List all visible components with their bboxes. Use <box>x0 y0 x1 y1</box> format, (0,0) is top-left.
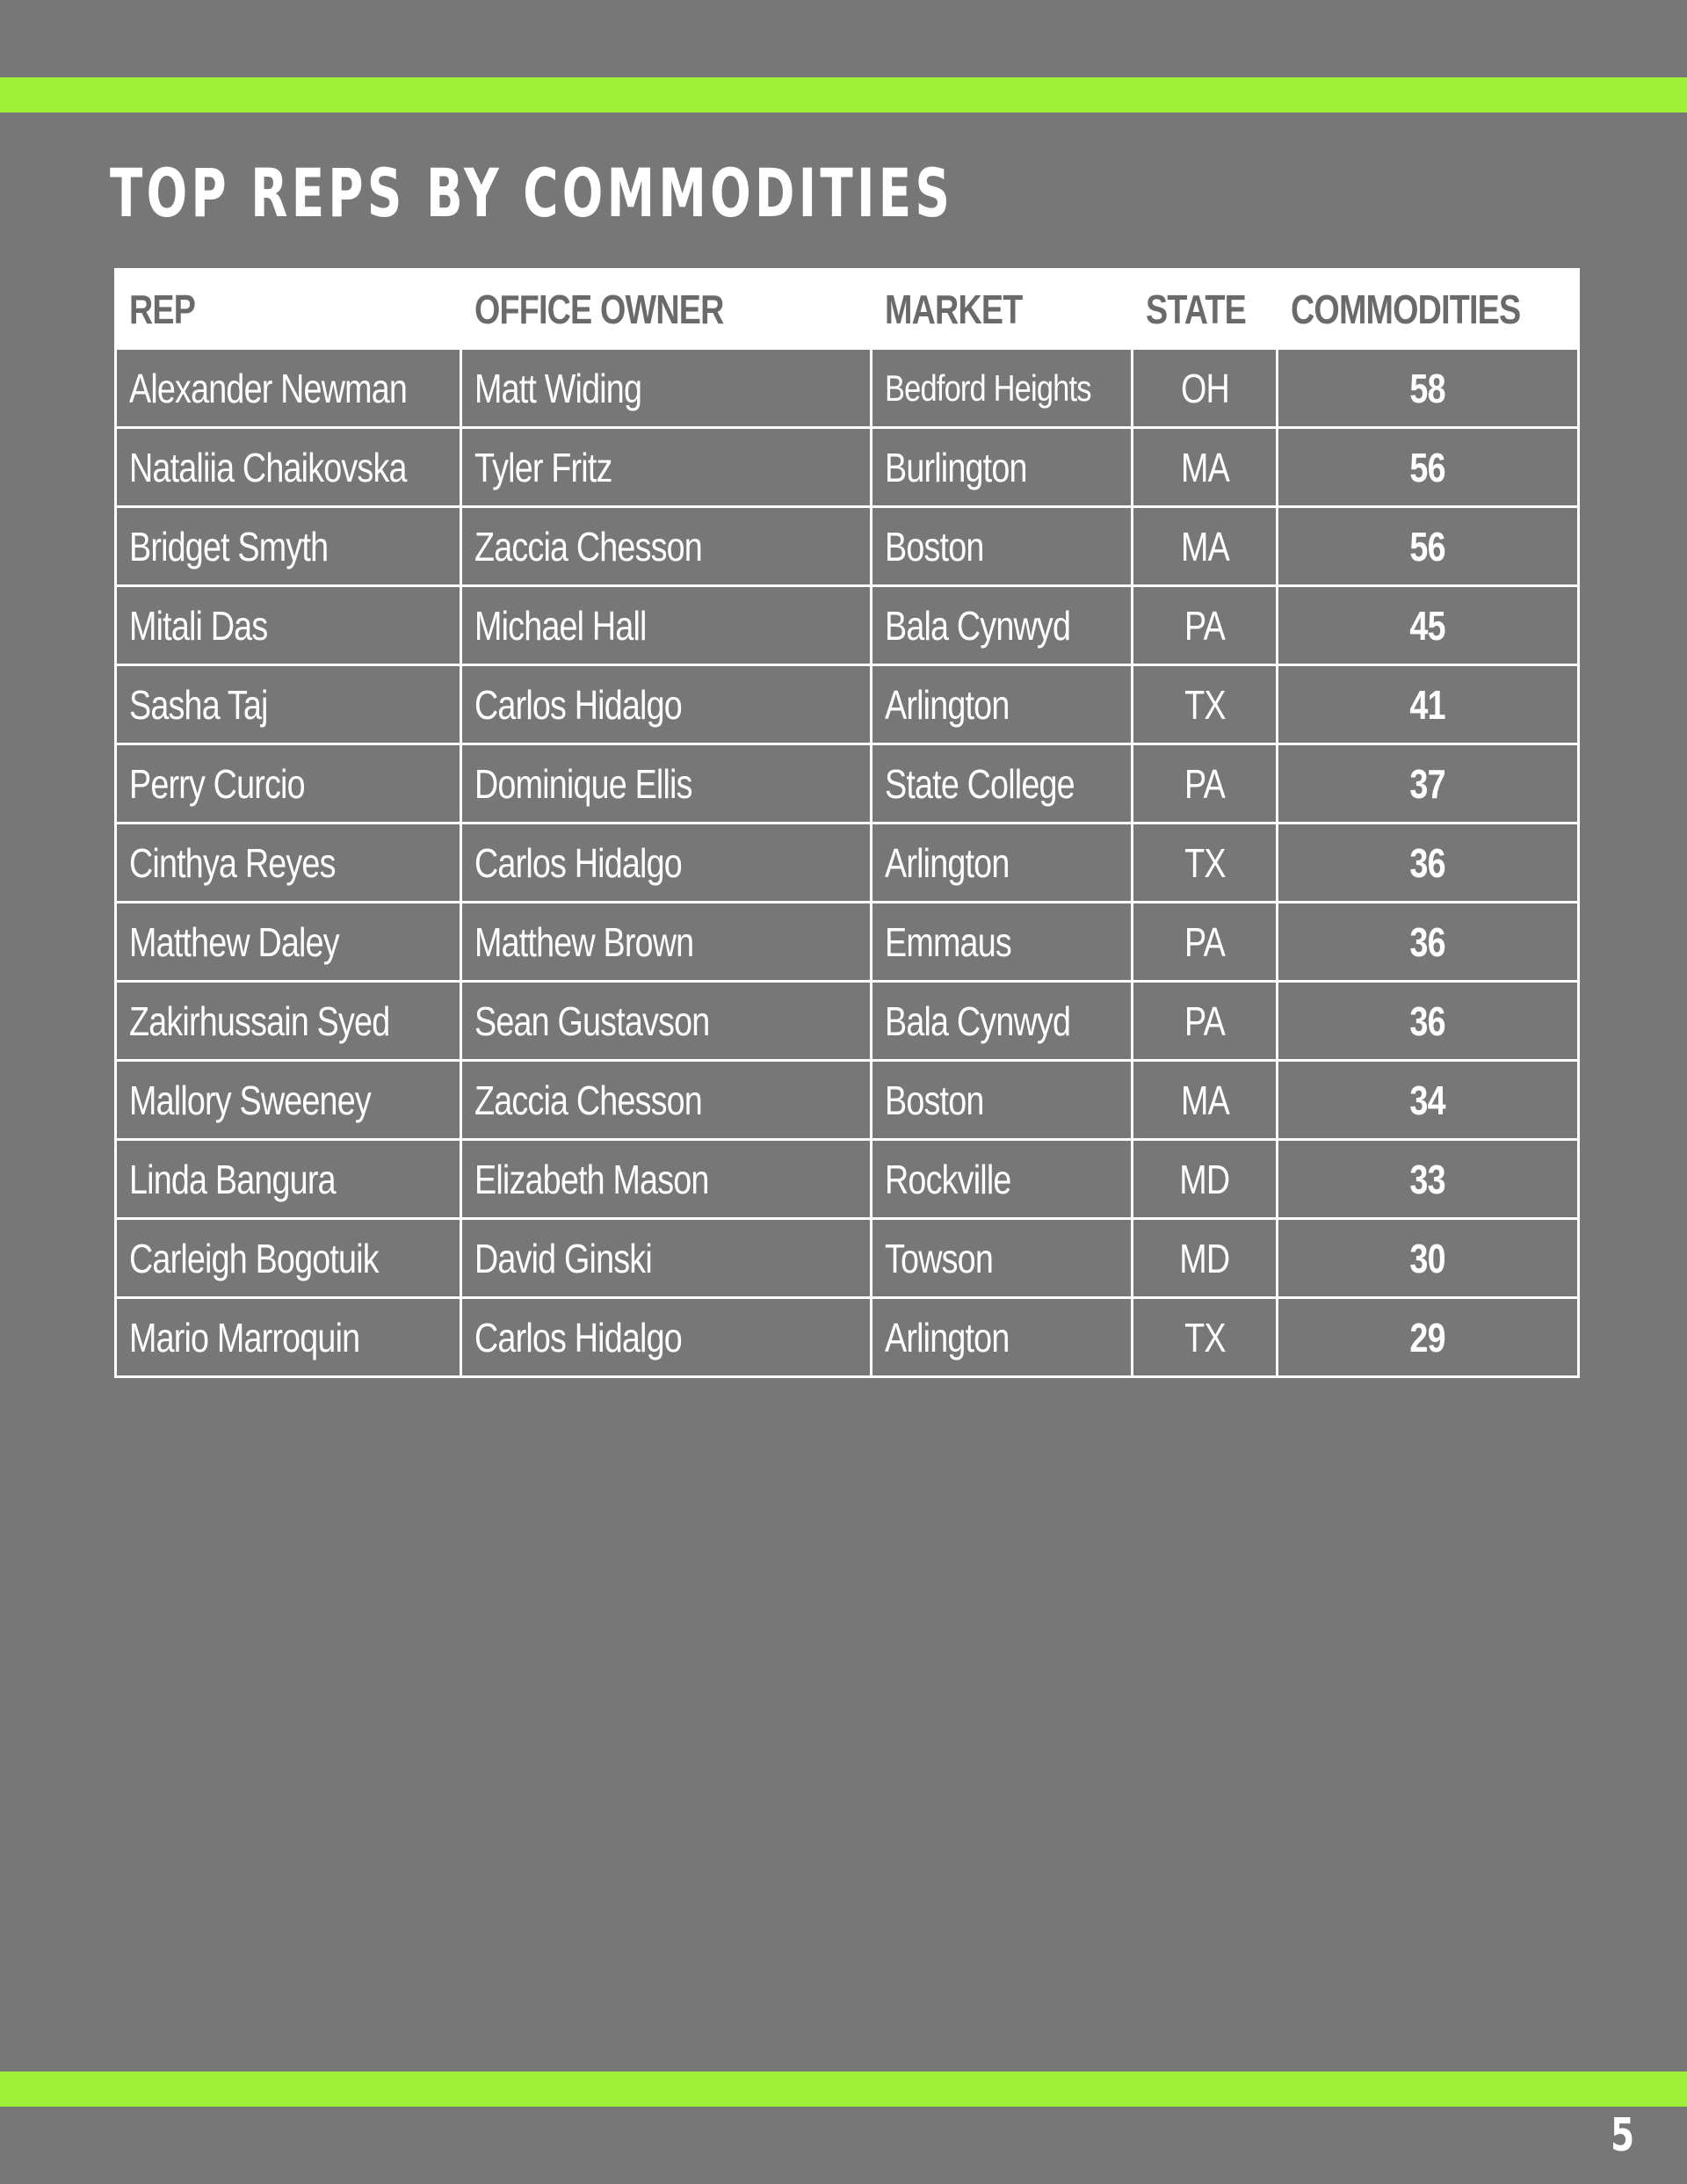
office-owner-cell: Matthew Brown <box>461 903 872 982</box>
market-cell: Bala Cynwyd <box>872 586 1133 665</box>
rep-cell: Bridget Smyth <box>116 507 461 586</box>
office-owner-cell: Matt Widing <box>461 349 872 428</box>
column-header-office-owner: OFFICE OWNER <box>461 270 872 349</box>
office-owner-cell: David Ginski <box>461 1219 872 1298</box>
market-cell: Boston <box>872 507 1133 586</box>
table-row <box>116 665 1579 744</box>
market-cell: Towson <box>872 1219 1133 1298</box>
rep-cell: Cinthya Reyes <box>116 824 461 903</box>
office-owner-cell: Tyler Fritz <box>461 428 872 507</box>
rep-cell: Sasha Taj <box>116 665 461 744</box>
office-owner-cell: Zaccia Chesson <box>461 507 872 586</box>
commodities-cell: 56 <box>1278 428 1579 507</box>
commodities-cell: 29 <box>1278 1298 1579 1377</box>
commodities-cell: 36 <box>1278 824 1579 903</box>
state-cell: PA <box>1133 586 1278 665</box>
office-owner-cell: Zaccia Chesson <box>461 1061 872 1140</box>
state-cell: MA <box>1133 507 1278 586</box>
commodities-cell: 56 <box>1278 507 1579 586</box>
page-title: TOP REPS BY COMMODITIES <box>110 154 954 232</box>
top-accent-bar <box>0 77 1687 112</box>
table-row <box>116 982 1579 1061</box>
commodities-cell: 41 <box>1278 665 1579 744</box>
rep-cell: Mitali Das <box>116 586 461 665</box>
table-row <box>116 903 1579 982</box>
market-cell: Bedford Heights <box>872 349 1133 428</box>
rep-cell: Mallory Sweeney <box>116 1061 461 1140</box>
office-owner-cell: Carlos Hidalgo <box>461 1298 872 1377</box>
rep-cell: Carleigh Bogotuik <box>116 1219 461 1298</box>
state-cell: OH <box>1133 349 1278 428</box>
rep-cell: Zakirhussain Syed <box>116 982 461 1061</box>
column-header-market: MARKET <box>872 270 1133 349</box>
market-cell: Burlington <box>872 428 1133 507</box>
table-body <box>116 349 1579 1377</box>
office-owner-cell: Elizabeth Mason <box>461 1140 872 1219</box>
market-cell: Rockville <box>872 1140 1133 1219</box>
state-cell: TX <box>1133 824 1278 903</box>
rep-cell: Perry Curcio <box>116 744 461 824</box>
state-cell: MA <box>1133 428 1278 507</box>
table-row <box>116 1298 1579 1377</box>
state-cell: PA <box>1133 744 1278 824</box>
market-cell: Arlington <box>872 824 1133 903</box>
office-owner-cell: Michael Hall <box>461 586 872 665</box>
state-cell: TX <box>1133 665 1278 744</box>
commodities-cell: 34 <box>1278 1061 1579 1140</box>
market-cell: Bala Cynwyd <box>872 982 1133 1061</box>
rep-cell: Matthew Daley <box>116 903 461 982</box>
rep-cell: Linda Bangura <box>116 1140 461 1219</box>
state-cell: MD <box>1133 1140 1278 1219</box>
bottom-accent-bar <box>0 2072 1687 2107</box>
rep-cell: Alexander Newman <box>116 349 461 428</box>
table-row <box>116 428 1579 507</box>
commodities-cell: 36 <box>1278 982 1579 1061</box>
commodities-cell: 36 <box>1278 903 1579 982</box>
table-row <box>116 586 1579 665</box>
commodities-cell: 37 <box>1278 744 1579 824</box>
state-cell: MA <box>1133 1061 1278 1140</box>
office-owner-cell: Carlos Hidalgo <box>461 665 872 744</box>
rep-cell: Nataliia Chaikovska <box>116 428 461 507</box>
table-row <box>116 349 1579 428</box>
table-row <box>116 1140 1579 1219</box>
office-owner-cell: Carlos Hidalgo <box>461 824 872 903</box>
state-cell: PA <box>1133 903 1278 982</box>
page-number: 5 <box>1610 2109 1634 2162</box>
table-header-row <box>116 270 1579 349</box>
column-header-state: STATE <box>1133 270 1278 349</box>
commodities-cell: 30 <box>1278 1219 1579 1298</box>
table-row <box>116 744 1579 824</box>
market-cell: State College <box>872 744 1133 824</box>
commodities-cell: 58 <box>1278 349 1579 428</box>
reps-table <box>114 268 1580 1378</box>
column-header-commodities: COMMODITIES <box>1278 270 1579 349</box>
state-cell: TX <box>1133 1298 1278 1377</box>
office-owner-cell: Dominique Ellis <box>461 744 872 824</box>
table-row <box>116 1061 1579 1140</box>
rep-cell: Mario Marroquin <box>116 1298 461 1377</box>
state-cell: PA <box>1133 982 1278 1061</box>
table-row <box>116 507 1579 586</box>
table-row <box>116 824 1579 903</box>
state-cell: MD <box>1133 1219 1278 1298</box>
table-row <box>116 1219 1579 1298</box>
market-cell: Arlington <box>872 1298 1133 1377</box>
commodities-cell: 33 <box>1278 1140 1579 1219</box>
market-cell: Arlington <box>872 665 1133 744</box>
market-cell: Boston <box>872 1061 1133 1140</box>
market-cell: Emmaus <box>872 903 1133 982</box>
commodities-cell: 45 <box>1278 586 1579 665</box>
column-header-rep: REP <box>116 270 461 349</box>
office-owner-cell: Sean Gustavson <box>461 982 872 1061</box>
